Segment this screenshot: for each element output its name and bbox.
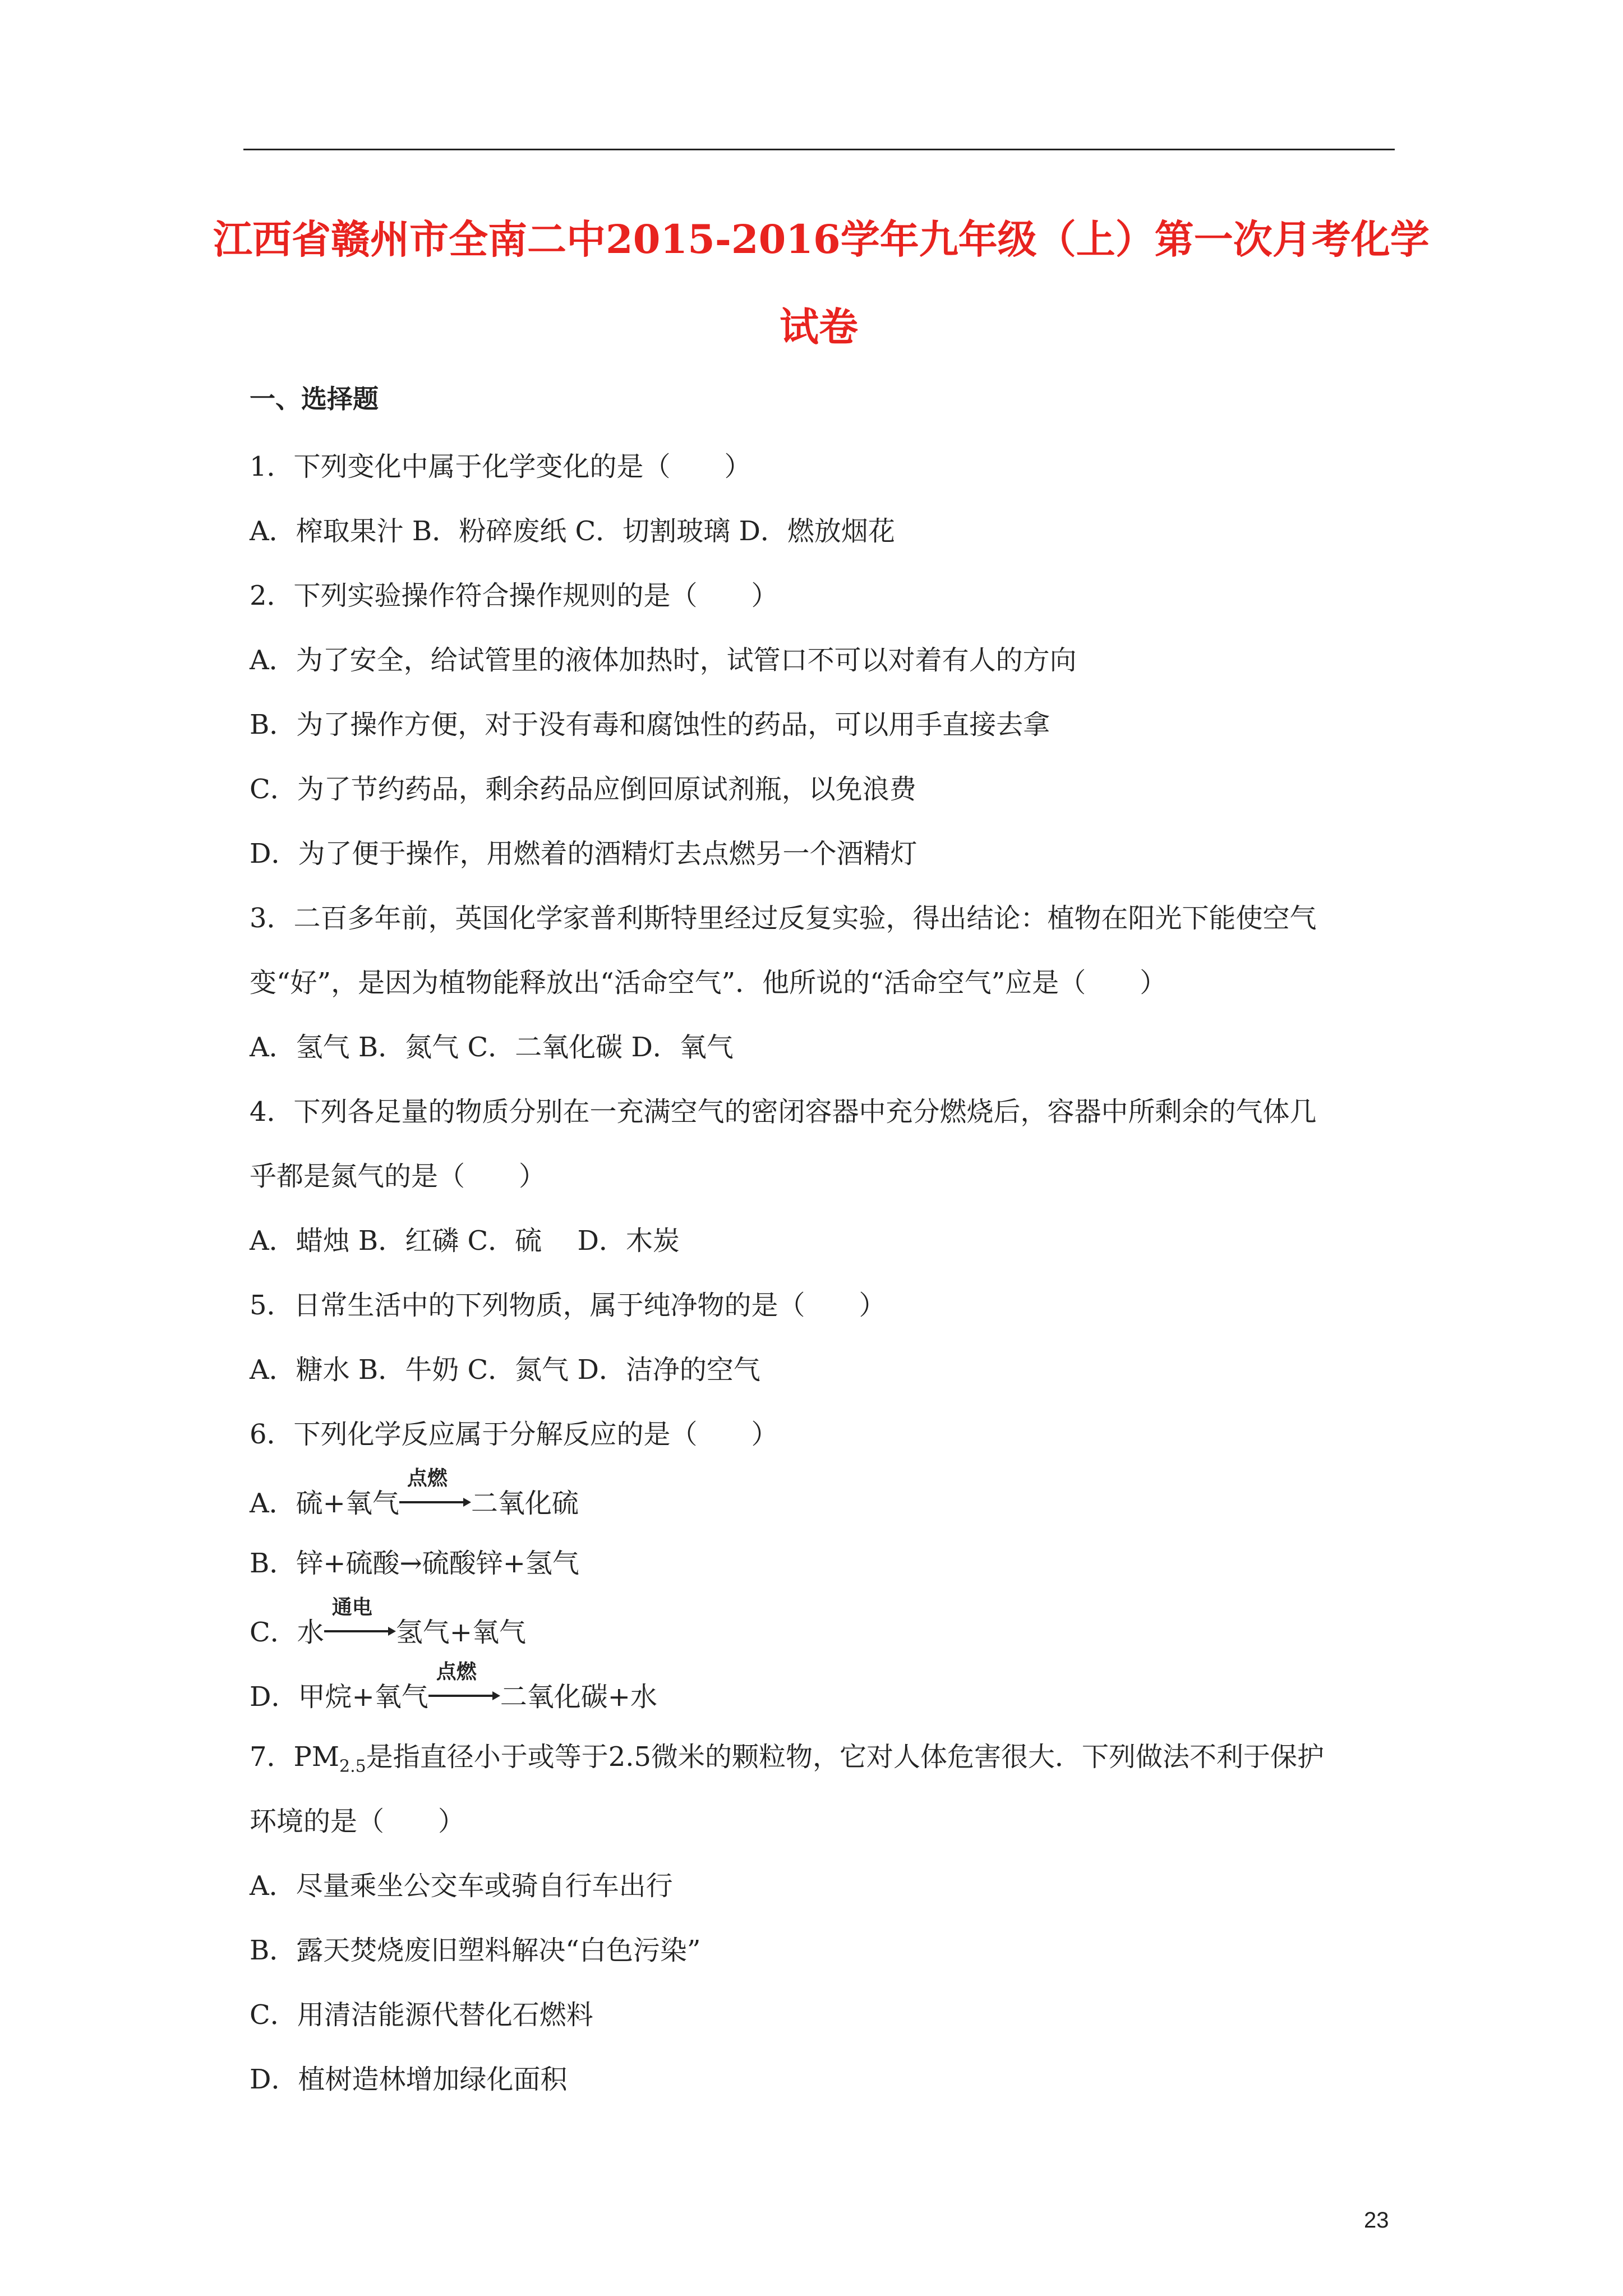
q6-d-reactants: D．甲烷+氧气 [250, 1681, 428, 1713]
q6-d-products: 二氧化碳+水 [500, 1681, 657, 1713]
q6-option-a [250, 1467, 579, 1519]
q6-a-products: 二氧化硫 [471, 1488, 579, 1519]
q4-stem-line-1: 4．下列各足量的物质分别在一充满空气的密闭容器中充分燃烧后，容器中所剩余的气体几 [250, 1096, 1317, 1128]
q3-stem-line-1: 3．二百多年前，英国化学家普利斯特里经过反复实验，得出结论：植物在阳光下能使空气 [250, 903, 1317, 934]
q6-c-products: 氢气+氧气 [395, 1617, 526, 1648]
q2-option-c: C．为了节约药品，剩余药品应倒回原试剂瓶，以免浪费 [250, 774, 916, 805]
header-rule [243, 149, 1395, 150]
q6-option-c [250, 1596, 526, 1648]
q7-option-a: A．尽量乘坐公交车或骑自行车出行 [250, 1870, 673, 1902]
q2-option-d: D．为了便于操作，用燃着的酒精灯去点燃另一个酒精灯 [250, 838, 917, 869]
arrow-icon [492, 1691, 500, 1700]
q7-option-c: C．用清洁能源代替化石燃料 [250, 1999, 593, 2031]
q6-stem: 6．下列化学反应属于分解反应的是（ ） [250, 1419, 778, 1450]
page-number: 23 [1364, 2208, 1389, 2233]
q7-stem-text: 是指直径小于或等于2.5微米的颗粒物，它对人体危害很大．下列做法不利于保护 [366, 1741, 1325, 1773]
q5-stem: 5．日常生活中的下列物质，属于纯净物的是（ ） [250, 1290, 886, 1321]
section-heading: 一、选择题 [250, 384, 379, 414]
reaction-condition: 点燃 [436, 1660, 477, 1683]
q7-option-d: D．植树造林增加绿化面积 [250, 2064, 568, 2095]
reaction-condition: 点燃 [407, 1467, 448, 1490]
q7-pm-subscript: 2.5 [339, 1756, 366, 1777]
q6-option-d [250, 1660, 657, 1713]
q6-option-b: B．锌+硫酸→硫酸锌+氢气 [250, 1548, 579, 1579]
q2-option-a: A．为了安全，给试管里的液体加热时，试管口不可以对着有人的方向 [250, 645, 1077, 676]
reaction-condition: 通电 [331, 1596, 372, 1619]
q4-stem-line-2: 乎都是氮气的是（ ） [250, 1161, 546, 1192]
q3-stem-line-2: 变“好”，是因为植物能释放出“活命空气”．他所说的“活命空气”应是（ ） [250, 967, 1167, 999]
reaction-arrow [428, 1660, 500, 1706]
reaction-arrow [324, 1596, 396, 1641]
q4-options: A．蜡烛 B．红磷 C．硫 D．木炭 [250, 1225, 680, 1257]
q7-option-b: B．露天焚烧废旧塑料解决“白色污染” [250, 1935, 701, 1966]
q7-stem-line-1 [250, 1743, 1324, 1775]
q3-options: A．氢气 B．氮气 C．二氧化碳 D．氧气 [250, 1032, 734, 1063]
title-line-1: 江西省赣州市全南二中2015-2016学年九年级（上）第一次月考化学 [213, 216, 1430, 263]
q7-pm: 7．PM [250, 1741, 339, 1773]
title-line-2: 试卷 [780, 303, 858, 350]
q5-options: A．糖水 B．牛奶 C．氮气 D．洁净的空气 [250, 1354, 760, 1386]
q6-c-reactants: C．水 [250, 1617, 324, 1648]
q6-a-reactants: A．硫+氧气 [250, 1488, 399, 1519]
arrow-icon [463, 1498, 471, 1507]
q2-stem: 2．下列实验操作符合操作规则的是（ ） [250, 580, 778, 611]
q1-stem: 1．下列变化中属于化学变化的是（ ） [250, 451, 751, 482]
q1-options: A．榨取果汁 B．粉碎废纸 C．切割玻璃 D．燃放烟花 [250, 516, 895, 547]
reaction-arrow [399, 1467, 471, 1512]
q7-stem-line-2: 环境的是（ ） [250, 1806, 465, 1837]
q2-option-b: B．为了操作方便，对于没有毒和腐蚀性的药品，可以用手直接去拿 [250, 709, 1050, 740]
arrow-icon [388, 1627, 396, 1636]
